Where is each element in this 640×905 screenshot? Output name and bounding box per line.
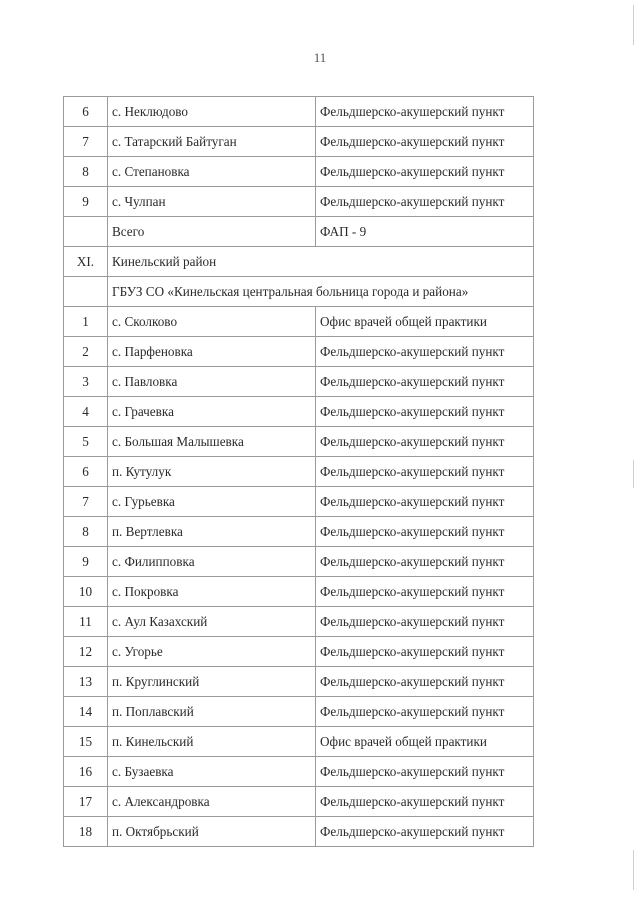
page-number: 11 xyxy=(313,50,327,65)
scan-edge-mark xyxy=(633,5,634,45)
row-number-cell: 11 xyxy=(64,607,108,637)
facilities-table xyxy=(63,96,534,847)
table-row xyxy=(64,127,534,157)
row-number-cell xyxy=(64,217,108,247)
facilities-table-body xyxy=(64,97,534,847)
row-number-cell: 7 xyxy=(64,127,108,157)
settlement-cell: с. Неклюдово xyxy=(108,97,316,127)
facility-type-cell: Фельдшерско-акушерский пункт xyxy=(316,757,534,787)
settlement-cell: с. Парфеновка xyxy=(108,337,316,367)
row-number-cell: 7 xyxy=(64,487,108,517)
section-heading-cell: Кинельский район xyxy=(108,247,534,277)
table-row xyxy=(64,697,534,727)
settlement-cell: с. Большая Малышевка xyxy=(108,427,316,457)
row-number-cell: 13 xyxy=(64,667,108,697)
table-row xyxy=(64,97,534,127)
facility-type-cell: Фельдшерско-акушерский пункт xyxy=(316,577,534,607)
facility-type-cell: Фельдшерско-акушерский пункт xyxy=(316,97,534,127)
table-section-row xyxy=(64,277,534,307)
row-number-cell: 12 xyxy=(64,637,108,667)
table-row xyxy=(64,187,534,217)
row-number-cell: 14 xyxy=(64,697,108,727)
table-row xyxy=(64,457,534,487)
settlement-cell: п. Поплавский xyxy=(108,697,316,727)
table-row xyxy=(64,727,534,757)
row-number-cell: 16 xyxy=(64,757,108,787)
table-row xyxy=(64,397,534,427)
row-number-cell: 5 xyxy=(64,427,108,457)
row-number-cell: 2 xyxy=(64,337,108,367)
settlement-cell: с. Степановка xyxy=(108,157,316,187)
row-number-cell: 9 xyxy=(64,187,108,217)
facility-type-cell: Фельдшерско-акушерский пункт xyxy=(316,127,534,157)
row-number-cell: 4 xyxy=(64,397,108,427)
facility-type-cell: Фельдшерско-акушерский пункт xyxy=(316,547,534,577)
settlement-cell: п. Кинельский xyxy=(108,727,316,757)
facility-type-cell: Фельдшерско-акушерский пункт xyxy=(316,487,534,517)
facility-type-cell: Фельдшерско-акушерский пункт xyxy=(316,187,534,217)
facility-type-cell: Фельдшерско-акушерский пункт xyxy=(316,667,534,697)
table-row xyxy=(64,577,534,607)
settlement-cell: с. Грачевка xyxy=(108,397,316,427)
table-row xyxy=(64,157,534,187)
settlement-cell: с. Гурьевка xyxy=(108,487,316,517)
row-number-cell: 15 xyxy=(64,727,108,757)
table-row xyxy=(64,337,534,367)
settlement-cell: Всего xyxy=(108,217,316,247)
settlement-cell: п. Кутулук xyxy=(108,457,316,487)
row-number-cell: 6 xyxy=(64,97,108,127)
facility-type-cell: Фельдшерско-акушерский пункт xyxy=(316,607,534,637)
row-number-cell: 18 xyxy=(64,817,108,847)
table-row xyxy=(64,367,534,397)
row-number-cell: 10 xyxy=(64,577,108,607)
settlement-cell: п. Вертлевка xyxy=(108,517,316,547)
settlement-cell: п. Октябрьский xyxy=(108,817,316,847)
settlement-cell: с. Сколково xyxy=(108,307,316,337)
settlement-cell: с. Павловка xyxy=(108,367,316,397)
facility-type-cell: Фельдшерско-акушерский пункт xyxy=(316,397,534,427)
facility-type-cell: Офис врачей общей практики xyxy=(316,307,534,337)
settlement-cell: с. Татарский Байтуган xyxy=(108,127,316,157)
facility-type-cell: Фельдшерско-акушерский пункт xyxy=(316,427,534,457)
table-row xyxy=(64,637,534,667)
settlement-cell: с. Угорье xyxy=(108,637,316,667)
table-row xyxy=(64,217,534,247)
facility-type-cell: Фельдшерско-акушерский пункт xyxy=(316,367,534,397)
facility-type-cell: Фельдшерско-акушерский пункт xyxy=(316,337,534,367)
table-row xyxy=(64,667,534,697)
settlement-cell: с. Покровка xyxy=(108,577,316,607)
row-number-cell: 8 xyxy=(64,517,108,547)
settlement-cell: с. Александровка xyxy=(108,787,316,817)
row-number-cell: 1 xyxy=(64,307,108,337)
row-number-cell: 8 xyxy=(64,157,108,187)
table-row xyxy=(64,487,534,517)
table-row xyxy=(64,607,534,637)
facility-type-cell: Фельдшерско-акушерский пункт xyxy=(316,697,534,727)
row-number-cell: 17 xyxy=(64,787,108,817)
table-row xyxy=(64,787,534,817)
row-number-cell xyxy=(64,277,108,307)
facility-type-cell: ФАП - 9 xyxy=(316,217,534,247)
scan-edge-mark xyxy=(633,460,634,488)
facility-type-cell: Фельдшерско-акушерский пункт xyxy=(316,517,534,547)
settlement-cell: с. Аул Казахский xyxy=(108,607,316,637)
table-row xyxy=(64,517,534,547)
table-row xyxy=(64,427,534,457)
table-row xyxy=(64,817,534,847)
facility-type-cell: Фельдшерско-акушерский пункт xyxy=(316,457,534,487)
table-row xyxy=(64,757,534,787)
facility-type-cell: Фельдшерско-акушерский пункт xyxy=(316,637,534,667)
row-number-cell: XI. xyxy=(64,247,108,277)
row-number-cell: 9 xyxy=(64,547,108,577)
row-number-cell: 6 xyxy=(64,457,108,487)
facility-type-cell: Фельдшерско-акушерский пункт xyxy=(316,157,534,187)
section-heading-cell: ГБУЗ СО «Кинельская центральная больница города и района» xyxy=(108,277,534,307)
settlement-cell: с. Чулпан xyxy=(108,187,316,217)
settlement-cell: с. Филипповка xyxy=(108,547,316,577)
facility-type-cell: Офис врачей общей практики xyxy=(316,727,534,757)
table-row xyxy=(64,307,534,337)
table-row xyxy=(64,547,534,577)
facility-type-cell: Фельдшерско-акушерский пункт xyxy=(316,817,534,847)
settlement-cell: п. Круглинский xyxy=(108,667,316,697)
scan-edge-mark xyxy=(633,850,634,890)
settlement-cell: с. Бузаевка xyxy=(108,757,316,787)
table-section-row xyxy=(64,247,534,277)
row-number-cell: 3 xyxy=(64,367,108,397)
facility-type-cell: Фельдшерско-акушерский пункт xyxy=(316,787,534,817)
